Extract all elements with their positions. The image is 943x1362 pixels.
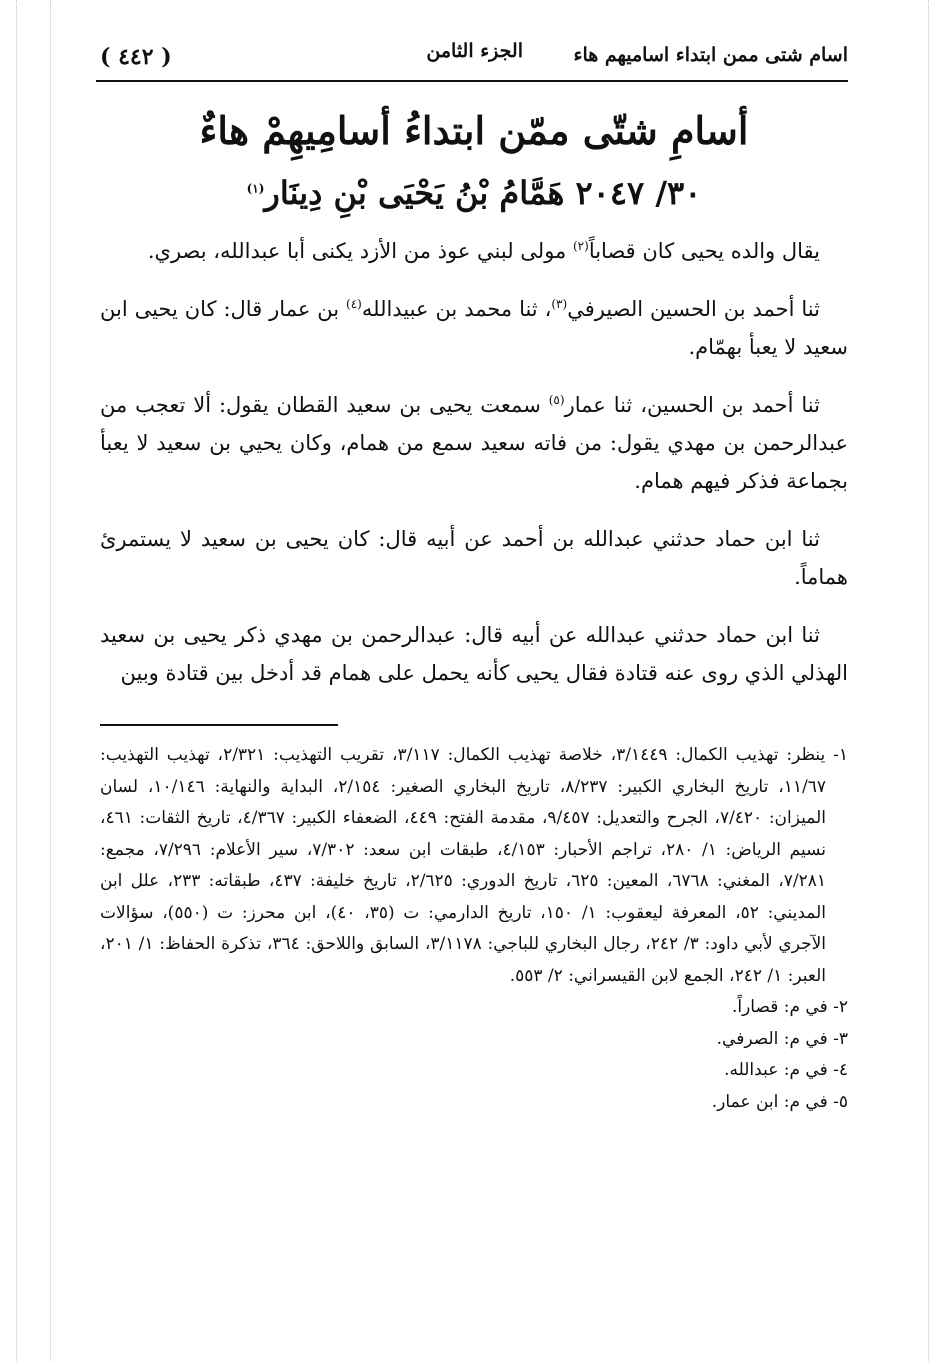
paragraph-text: ثنا أحمد بن الحسين، ثنا عمار: [564, 393, 820, 417]
header-rule: [96, 80, 848, 82]
body-paragraph: [100, 232, 848, 270]
paragraph-text: ثنا ابن حماد حدثني عبدالله بن أحمد عن أبيه قال: كان يحيى بن سعيد لا يستمرئ هماماً.: [100, 527, 848, 589]
entry-note-ref: (١): [246, 181, 265, 196]
entry-heading: [100, 168, 848, 218]
paragraph-text: ثنا أحمد بن الحسين الصيرفي: [567, 297, 820, 321]
paragraph-text: سمعت يحيى بن سعيد القطان يقول: ألا تعجب من عبدالرحمن بن مهدي يقول: من فاته سعيد سمع من همام، وكان يحيي بن سعيد لا يعبأ بجماعة فذكر فيهم همام.: [100, 393, 848, 493]
footnote-ref: (٣): [551, 297, 568, 311]
footnote: ٤- في م: عبدالله.: [724, 1060, 848, 1080]
paragraph-text: مولى لبني عوذ من الأزد يكنى أبا عبدالله، بصري.: [147, 239, 573, 263]
body-paragraph: [100, 520, 848, 596]
volume-label: الجزء الثامن: [426, 40, 523, 62]
paragraph-text: يقال والده يحيى كان قصاباً: [588, 239, 820, 263]
footnote: ٣- في م: الصرفي.: [716, 1028, 848, 1049]
footnote-separator: [100, 724, 338, 726]
footnote-ref: (٢): [572, 239, 589, 253]
footnote-ref: (٤): [346, 297, 362, 311]
paragraph-text: ثنا ابن حماد حدثني عبدالله عن أبيه قال: عبدالرحمن بن مهدي ذكر يحيى بن سعيد الهذلي الذي روى عنه قتادة فقال يحيى كأنه يحمل على همام قد أدخل بين قتادة وبين: [100, 623, 848, 685]
body-paragraph: [100, 290, 848, 366]
scan-edge-left: [16, 0, 17, 1362]
footnote-ref: (٥): [548, 393, 565, 407]
footnote: ٥- في م: ابن عمار.: [711, 1091, 848, 1112]
entry-name: هَمَّامُ بْنُ يَحْيَى بْنِ دِينَار: [264, 174, 565, 212]
paragraph-text: ، ثنا محمد بن عبيدالله: [361, 297, 552, 321]
section-title: أسامِ شتّى ممّن ابتداءُ أسامِيهِمْ هاءٌ: [199, 108, 749, 153]
scan-edge-right: [928, 0, 929, 1362]
scan-edge-left-inner: [50, 0, 51, 1362]
body-text: [100, 232, 848, 712]
running-header: [100, 40, 848, 80]
body-paragraph: [100, 386, 848, 500]
footnote: ٢- في م: قصاراً.: [731, 997, 848, 1017]
paragraph-text: بن عمار قال: كان يحيى ابن سعيد لا يعبأ بهمّام.: [100, 297, 848, 359]
running-title: اسام شتى ممن ابتداء اساميهم هاء: [573, 44, 848, 66]
footnotes: [100, 740, 848, 1118]
page-number: ( ٤٤٢ ): [100, 44, 172, 70]
footnote: ١- ينظر: تهذيب الكمال: ٣/١٤٤٩، خلاصة تهذيب الكمال: ٣/١١٧، تقريب التهذيب: ٢/٣٢١، تهذيب التهذيب: ١١/٦٧، تاريخ البخاري الكبير: ٨/٢٣٧، تاريخ البخاري الصغير: ٢/١٥٤، البداية والنهاية: ١٠/١٤٦، لسان الميزان: ٧/٤٢٠، الجرح والتعديل: ٩/٤٥٧، مقدمة الفتح: ٤٤٩، الضعفاء الكبير: ٤/٣٦٧، تاريخ الثقات: ٤٦١، نسيم الرياض: ١/ ٢٨٠، تراجم الأحبار: ٤/١٥٣، طبقات ابن سعد: ٧/٣٠٢، سير الأعلام: ٧/٢٩٦، مجمع: ٧/٢٨١، المغني: ٦٧٦٨، المعين: ٦٢٥، تاريخ الدوري: ٢/٦٢٥، تاريخ خليفة: ٤٣٧، طبقاته: ٢٣٣، علل ابن المديني: ٥٢، المعرفة ليعقوب: ١/ ١٥٠، تاريخ الدارمي: ت (٣٥، ٤٠)، ابن محرز: ت (٥٥٠)، سؤالات الآجري لأبي داود: ٣/ ٢٤٢، رجال البخاري للباجي: ٣/١١٧٨، السابق واللاحق: ٣٦٤، تذكرة الحفاظ: ١/ ٢٠١، العبر: ١/ ٢٤٢، الجمع لابن القيسراني: ٢/ ٥٥٣.: [100, 745, 848, 986]
body-paragraph: [100, 616, 848, 692]
entry-number: ٣٠/ ٢٠٤٧: [575, 174, 702, 212]
